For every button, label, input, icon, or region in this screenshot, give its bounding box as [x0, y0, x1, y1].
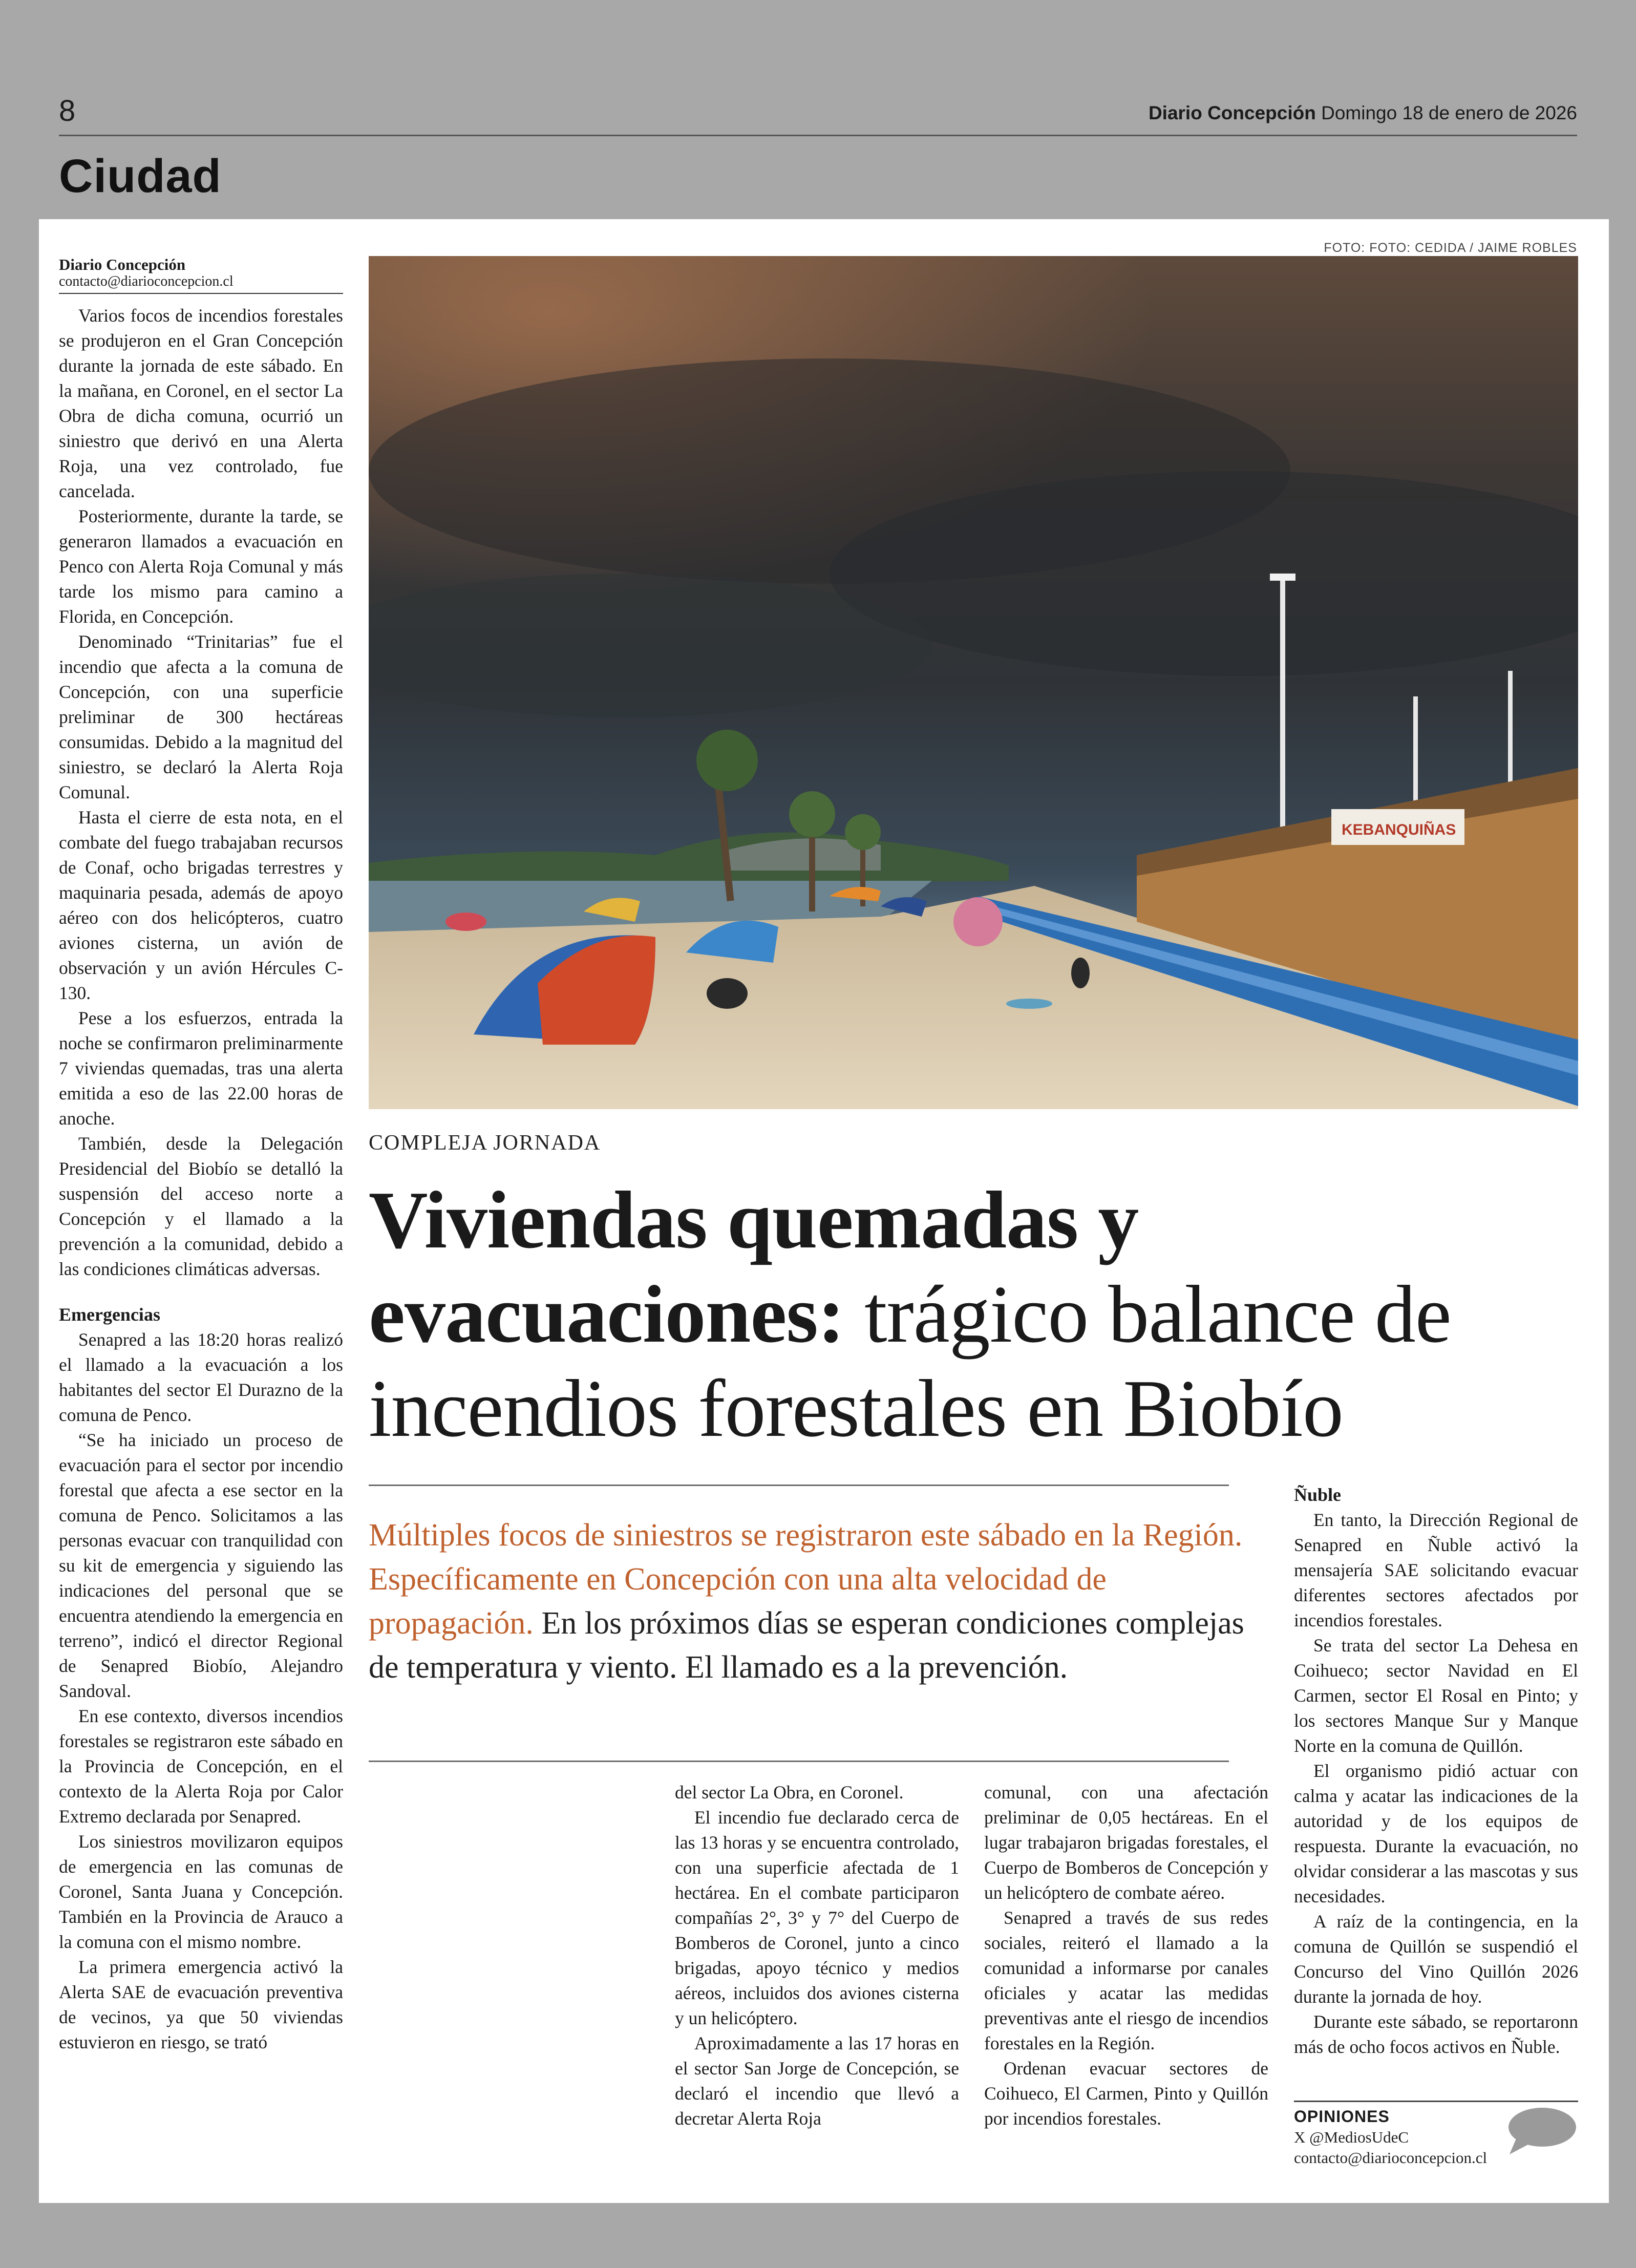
paragraph: del sector La Obra, en Coronel.: [675, 1782, 904, 1803]
article-column-4: [1294, 1482, 1578, 2060]
paragraph: Durante este sábado, se reportaronn más de ocho focos activos en Ñuble.: [1294, 2011, 1578, 2057]
speech-bubble-icon: [1505, 2106, 1577, 2159]
paragraph: El incendio fue declarado cerca de las 13 horas y se encuentra controlado, con una superficie afectada de 1 hectárea. En el combate participaron compañías 2°, 3° y 7° del Cuerpo de Bomberos de Coronel, junto a cinco brigadas, apoyo técnico y medios aéreos, incluidos dos aviones cisterna y un helicóptero.: [675, 1807, 959, 2028]
dek: [369, 1513, 1260, 1689]
paragraph: comunal, con una afectación preliminar de 0,05 hectáreas. En el lugar trabajaron brigadas forestales, el Cuerpo de Bomberos de Concepción y un helicóptero de combate aéreo.: [984, 1782, 1268, 1903]
paragraph: En ese contexto, diversos incendios forestales se registraron este sábado en la Provincia de Concepción, en el contexto de la Alerta Roja por Calor Extremo declarada por Senapred.: [59, 1706, 343, 1827]
opinions-handle[interactable]: X @MediosUdeC: [1294, 2128, 1409, 2146]
byline-name: Diario Concepción: [59, 256, 186, 273]
paper-name: Diario Concepción: [1148, 102, 1316, 123]
article-column-2: [675, 1780, 959, 2131]
section-title: Ciudad: [59, 150, 222, 202]
byline-rule: [59, 293, 343, 294]
paragraph: Se trata del sector La Dehesa en Coihueco; sector Navidad en El Carmen, sector El Rosal en Pinto; y los sectores Manque Sur y Manque Norte en la comuna de Quillón.: [1294, 1635, 1578, 1756]
paragraph: Ordenan evacuar sectores de Coihueco, El Carmen, Pinto y Quillón por incendios forestales.: [984, 2058, 1268, 2129]
subheading-emergencias: Emergencias: [59, 1304, 160, 1325]
byline-email: contacto@diarioconcepcion.cl: [59, 273, 233, 289]
headline: [369, 1173, 1587, 1455]
dek-bottom-rule: [369, 1761, 1229, 1762]
paragraph: Denominado “Trinitarias” fue el incendio que afecta a la comuna de Concepción, con una superficie preliminar de 300 hectáreas consumidas. Debido a la magnitud del siniestro, se declaró la Alerta Roja Comunal.: [59, 631, 343, 802]
paragraph: Pese a los esfuerzos, entrada la noche se confirmaron preliminarmente 7 viviendas quemadas, tras una alerta emitida a eso de las 22.00 horas de anoche.: [59, 1008, 343, 1129]
paragraph: En tanto, la Dirección Regional de Senapred en Ñuble activó la mensajería SAE solicitando evacuar diferentes sectores afectados por incendios forestales.: [1294, 1510, 1578, 1630]
article-column-3: [984, 1780, 1268, 2131]
paragraph: Aproximadamente a las 17 horas en el sector San Jorge de Concepción, se declaró el incendio que llevó a decretar Alerta Roja: [675, 2033, 959, 2129]
dek-highlight: Múltiples focos de siniestros se registraron este sábado en la Región. Específicamente en Concepción con una alta velocidad de propagación.: [369, 1518, 1243, 1641]
paragraph: “Se ha iniciado un proceso de evacuación para el sector por incendio forestal que afecta a ese sector en la comuna de Penco. Solicitamos a las personas evacuar con tranquilidad con su kit de emergencia y siguiendo las indicaciones del personal que se encuentra atendiendo la emergencia en terreno”, indicó el director Regional de Senapred Biobío, Alejandro Sandoval.: [59, 1430, 343, 1701]
opinions-title: OPINIONES: [1294, 2107, 1390, 2126]
paragraph: La primera emergencia activó la Alerta SAE de evacuación preventiva de vecinos, ya que 50 viviendas estuvieron en riesgo, se trató: [59, 1957, 343, 2052]
stand-sign: KEBANQUIÑAS: [1342, 821, 1456, 838]
header-rule: [59, 135, 1577, 136]
masthead: [1149, 102, 1577, 124]
dek-rest: En los próximos días se esperan condiciones complejas de temperatura y viento. El llamado es a la prevención.: [369, 1606, 1244, 1685]
paragraph: Senapred a las 18:20 horas realizó el llamado a la evacuación a los habitantes del sector El Durazno de la comuna de Penco.: [59, 1329, 343, 1425]
issue-date: Domingo 18 de enero de 2026: [1321, 102, 1577, 123]
paragraph: Senapred a través de sus redes sociales, reiteró el llamado a la comunidad a informarse por canales oficiales y acatar las medidas preventivas ante el riesgo de incendios forestales en la Región.: [984, 1907, 1268, 2053]
subheading-nuble: Ñuble: [1294, 1485, 1342, 1505]
opinions-box: [1294, 2106, 1509, 2168]
beach-smoke-photo: [369, 256, 1578, 1109]
photo-credit: FOTO: FOTO: CEDIDA / JAIME ROBLES: [1324, 241, 1577, 255]
paragraph: Posteriormente, durante la tarde, se generaron llamados a evacuación en Penco con Alerta Roja Comunal y más tarde los mismo para camino a Florida, en Concepción.: [59, 506, 343, 627]
paragraph: A raíz de la contingencia, en la comuna de Quillón se suspendió el Concurso del Vino Quillón 2026 durante la jornada de hoy.: [1294, 1911, 1578, 2007]
kicker: COMPLEJA JORNADA: [369, 1131, 601, 1155]
paragraph: Varios focos de incendios forestales se produjeron en el Gran Concepción durante la jornada de este sábado. En la mañana, en Coronel, en el sector La Obra de dicha comuna, ocurrió un siniestro que derivó en una Alerta Roja, una vez controlado, fue cancelada.: [59, 305, 343, 501]
page-number: 8: [59, 94, 76, 128]
dek-top-rule: [369, 1485, 1229, 1486]
paragraph: El organismo pidió actuar con calma y acatar las indicaciones de la autoridad y de los equipos de respuesta. Durante la evacuación, no olvidar considerar a las mascotas y sus necesidades.: [1294, 1761, 1578, 1906]
paragraph: Los siniestros movilizaron equipos de emergencia en las comunas de Coronel, Santa Juana y Concepción. También en la Provincia de Arauco a la comuna con el mismo nombre.: [59, 1831, 343, 1952]
opinions-email[interactable]: contacto@diarioconcepcion.cl: [1294, 2149, 1488, 2167]
paragraph: También, desde la Delegación Presidencial del Biobío se detalló la suspensión del acceso norte a Concepción y el llamado a la prevención a la comunidad, debido a las condiciones climáticas adversas.: [59, 1133, 343, 1279]
opinions-rule: [1294, 2101, 1578, 2102]
paragraph: Hasta el cierre de esta nota, en el combate del fuego trabajaban recursos de Conaf, ocho brigadas terrestres y maquinaria pesada, además de apoyo aéreo con dos helicópteros, cuatro aviones cisterna, un avión de observación y un avión Hércules C-130.: [59, 807, 343, 1003]
headline-rest: trágico balance de incendios forestales en Biobío: [369, 1268, 1451, 1454]
article-column-1: [59, 256, 343, 2055]
headline-bold: Viviendas quemadas y evacuaciones:: [369, 1174, 1139, 1360]
